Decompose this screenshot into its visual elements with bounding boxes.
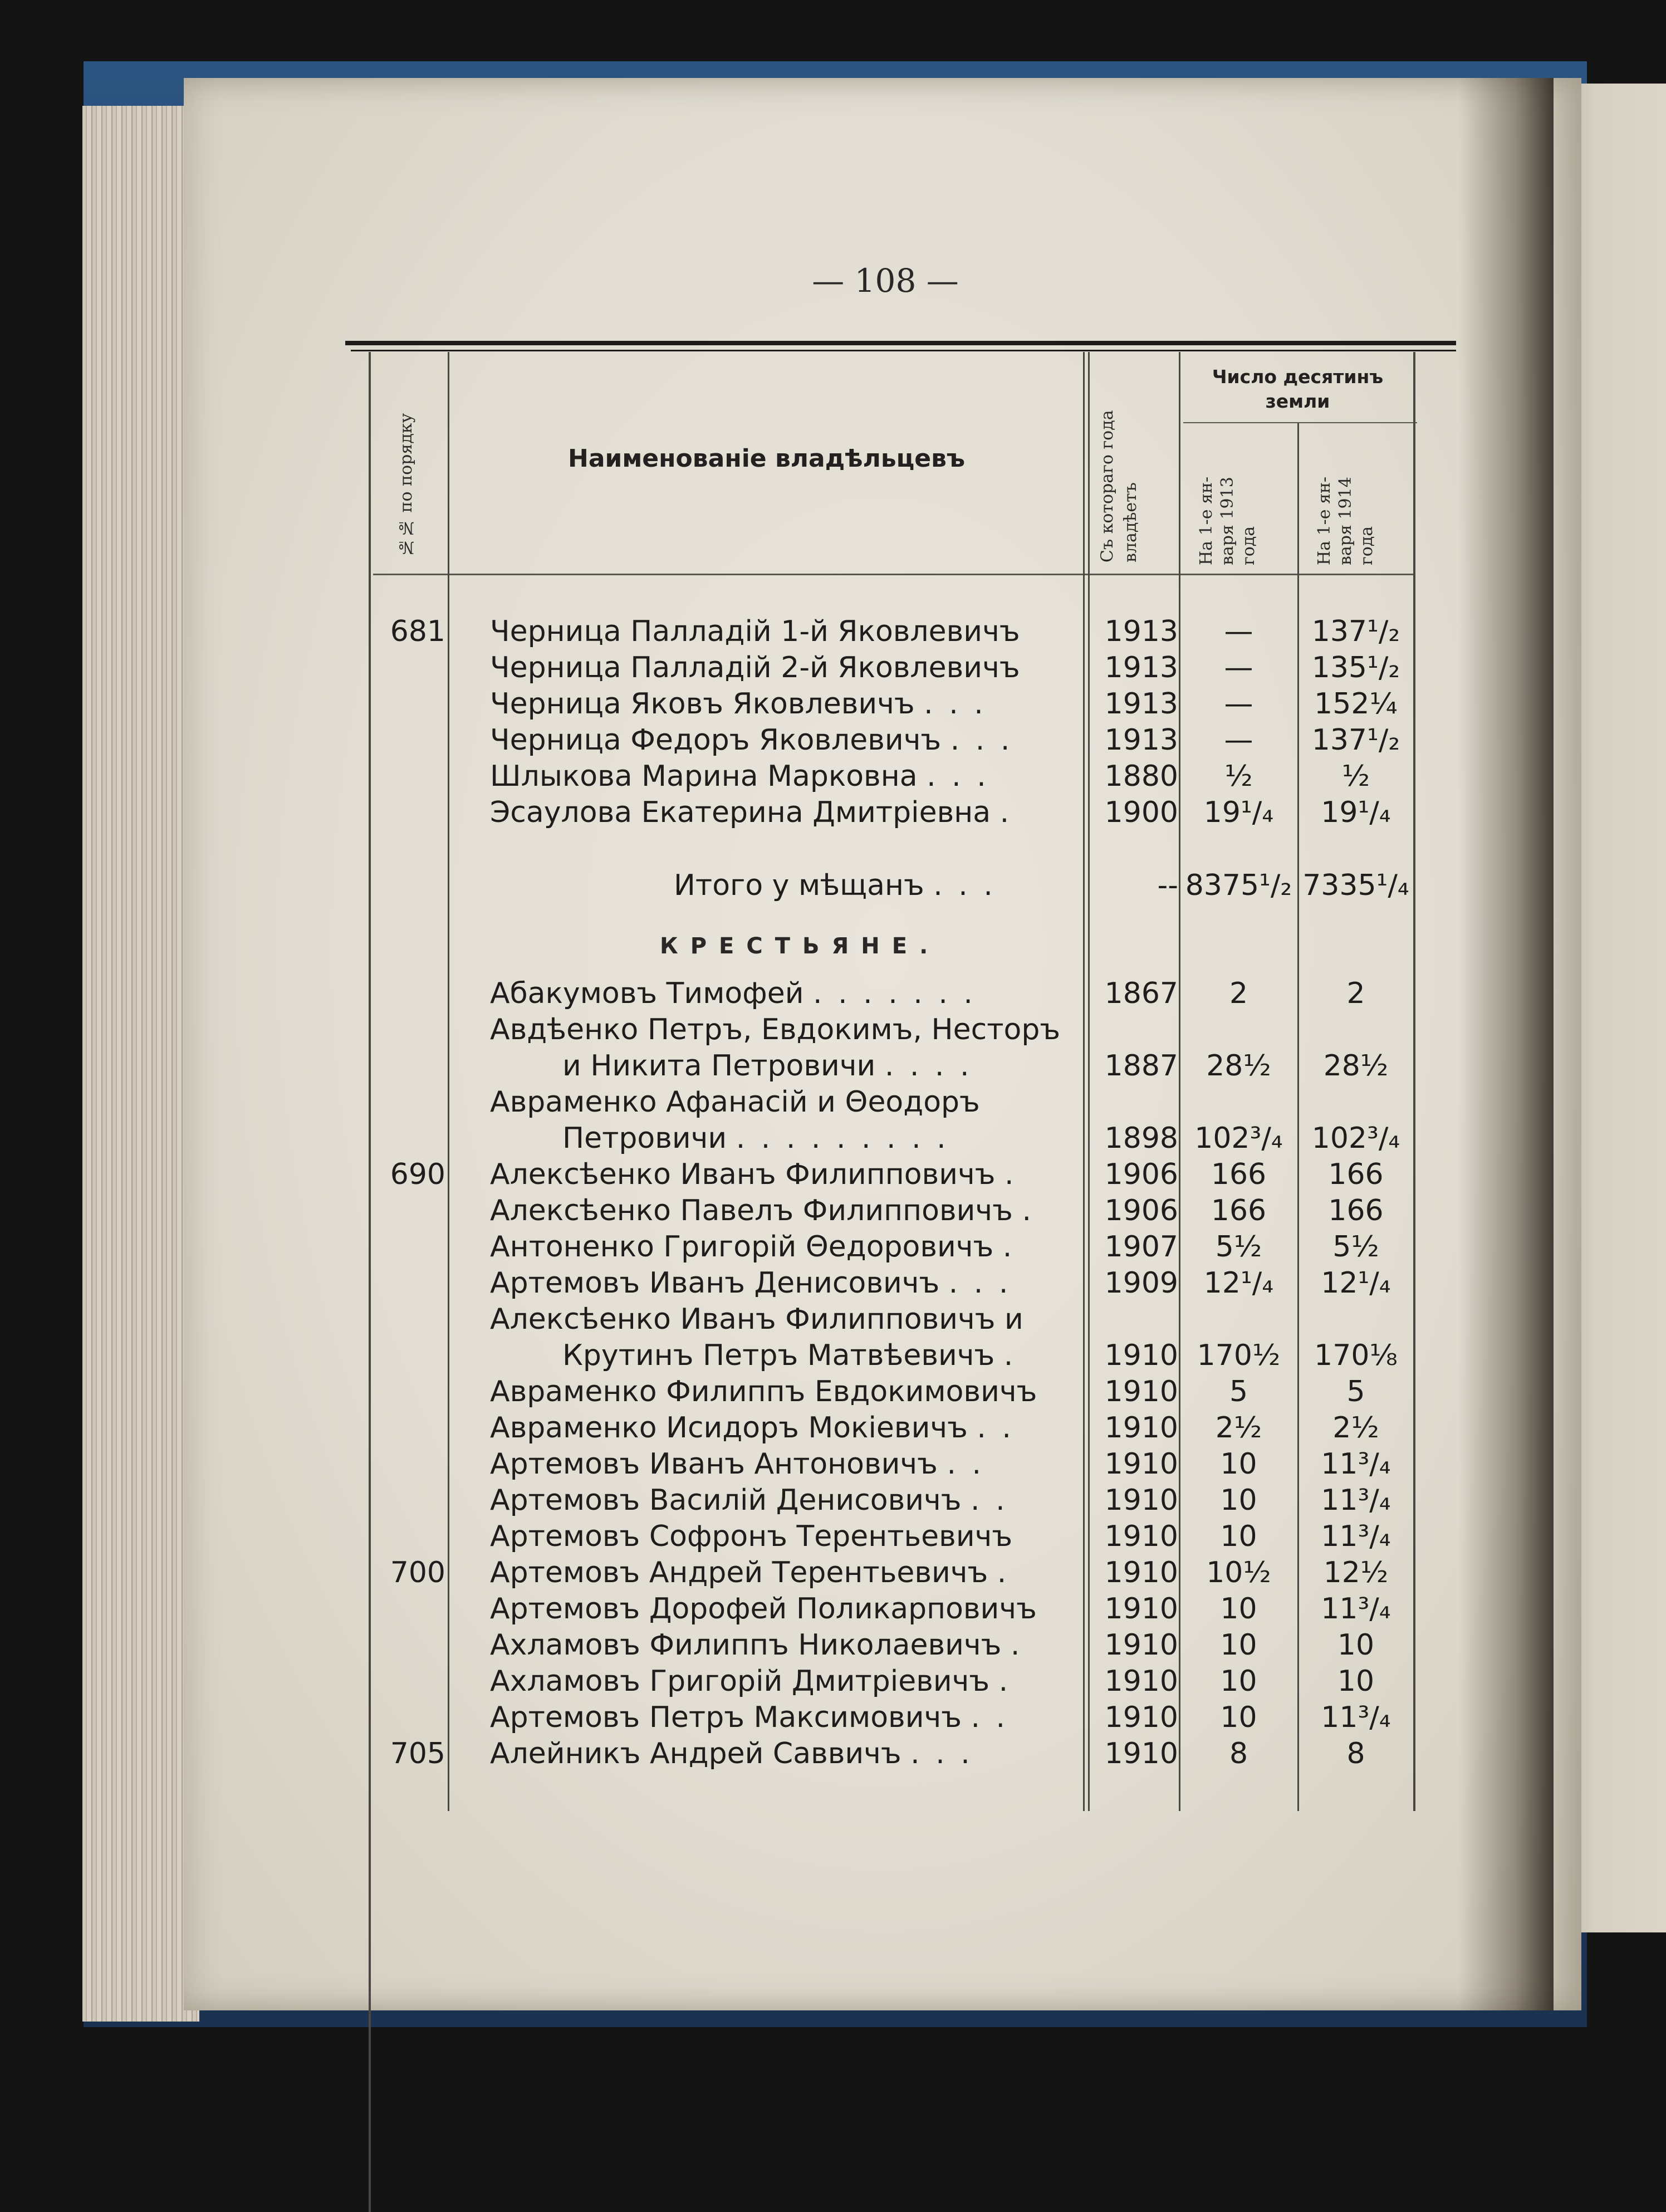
table-row xyxy=(0,758,1666,794)
since-year: 1913 xyxy=(1104,615,1178,648)
leader-dots: . xyxy=(1010,1628,1023,1662)
owner-name: Алейникъ Андрей Саввичъ xyxy=(490,1737,901,1770)
row-number: 700 xyxy=(390,1556,445,1589)
group-rule xyxy=(1183,422,1417,423)
acres-1914: 12½ xyxy=(1323,1556,1389,1589)
owner-name: Крутинъ Петръ Матвѣевичъ xyxy=(562,1339,995,1372)
since-year: 1906 xyxy=(1104,1158,1178,1191)
since-year: 1907 xyxy=(1104,1230,1178,1264)
acres-1913: 10 xyxy=(1220,1592,1257,1626)
table-row xyxy=(0,1374,1666,1410)
header-col-1913: На 1-е ян- варя 1913 года xyxy=(1197,476,1258,565)
acres-1913: 166 xyxy=(1211,1194,1267,1227)
acres-1914: 166 xyxy=(1328,1158,1384,1191)
row-name-cell xyxy=(490,795,1012,830)
since-year: 1880 xyxy=(1104,760,1178,793)
since-year: 1910 xyxy=(1104,1592,1178,1626)
owner-name: Черница Федоръ Яковлевичъ xyxy=(490,723,942,757)
owner-name: Алексѣенко Иванъ Филипповичъ и xyxy=(490,1303,1023,1336)
owner-name: Шлыкова Марина Марковна xyxy=(490,760,918,793)
acres-1913: — xyxy=(1224,687,1253,721)
owner-name: Абакумовъ Тимофей xyxy=(490,977,804,1010)
acres-1913: 10½ xyxy=(1206,1556,1271,1589)
owner-name: Артемовъ Дорофей Поликарповичъ xyxy=(490,1592,1037,1626)
row-name-cell xyxy=(490,686,987,722)
since-year: 1910 xyxy=(1104,1628,1178,1662)
row-name-cell xyxy=(490,1374,1037,1410)
table-row xyxy=(0,1229,1666,1265)
row-name-cell xyxy=(490,1265,1011,1301)
acres-1914: 135¹/₂ xyxy=(1311,651,1400,684)
acres-1914: 5½ xyxy=(1332,1230,1379,1264)
row-name-cell xyxy=(490,614,1020,649)
owner-name: Авраменко Филиппъ Евдокимовичъ xyxy=(490,1375,1037,1408)
since-year: 1906 xyxy=(1104,1194,1178,1227)
header-rule xyxy=(373,574,1415,575)
since-year: 1898 xyxy=(1104,1122,1178,1155)
table-row xyxy=(0,1446,1666,1482)
acres-1914: 137¹/₂ xyxy=(1311,615,1400,648)
owner-name: и Никита Петровичи xyxy=(562,1049,876,1083)
table-row xyxy=(0,1482,1666,1518)
acres-1914: 152¼ xyxy=(1314,687,1398,721)
owner-name: Артемовъ Петръ Максимовичъ xyxy=(490,1701,962,1734)
leader-dots: . . . xyxy=(910,1737,973,1770)
leader-dots: . xyxy=(998,1665,1012,1698)
header-col-since: Съ котораго года владѣетъ xyxy=(1097,410,1140,562)
table-row xyxy=(0,1663,1666,1699)
owner-name: Алексѣенко Павелъ Филипповичъ xyxy=(490,1194,1013,1227)
acres-1914: 11³/₄ xyxy=(1321,1447,1391,1481)
row-name-cell xyxy=(562,1048,973,1084)
row-name-cell xyxy=(490,1555,1010,1591)
row-name-cell xyxy=(490,1736,973,1771)
acres-1914: 170⅛ xyxy=(1314,1339,1398,1372)
row-number: 705 xyxy=(390,1737,445,1770)
leader-dots: . . . xyxy=(933,869,996,902)
since-year: 1909 xyxy=(1104,1266,1178,1300)
table-row xyxy=(0,1591,1666,1627)
since-year: 1913 xyxy=(1104,723,1178,757)
row-name-cell xyxy=(490,1519,1012,1554)
owner-name: Ахламовъ Филиппъ Николаевичъ xyxy=(490,1628,1002,1662)
owner-name: Авраменко Исидоръ Мокіевичъ xyxy=(490,1411,968,1445)
total-1913: 8375¹/₂ xyxy=(1185,869,1292,902)
acres-1913: 2 xyxy=(1229,977,1248,1010)
page-number: — 108 — xyxy=(812,262,959,300)
leader-dots: . . xyxy=(971,1701,1009,1734)
owner-name: Авдѣенко Петръ, Евдокимъ, Несторъ xyxy=(490,1013,1061,1046)
leader-dots: . xyxy=(1022,1194,1035,1227)
since-year: 1910 xyxy=(1104,1556,1178,1589)
acres-1913: 10 xyxy=(1220,1701,1257,1734)
table-row xyxy=(0,1157,1666,1192)
row-name-cell xyxy=(490,976,976,1011)
row-name-cell xyxy=(490,1193,1035,1229)
table-row xyxy=(0,1410,1666,1446)
owner-name: Петровичи xyxy=(562,1122,727,1155)
acres-1914: 137¹/₂ xyxy=(1311,723,1400,757)
since-year: 1910 xyxy=(1104,1520,1178,1553)
acres-1913: 5½ xyxy=(1215,1230,1262,1264)
header-col-index: №№ по порядку xyxy=(396,413,416,557)
owner-name: Ахламовъ Григорій Дмитріевичъ xyxy=(490,1665,990,1698)
leader-dots: . . . . . . . . . xyxy=(736,1122,949,1155)
owner-name: Антоненко Григорій Θедоровичъ xyxy=(490,1230,994,1264)
top-rule-thin xyxy=(351,350,1456,351)
row-name-cell xyxy=(490,1084,980,1120)
leader-dots: . . . xyxy=(927,760,989,793)
table-row xyxy=(0,1012,1666,1048)
total-1914: 7335¹/₄ xyxy=(1302,869,1409,902)
since-year: 1910 xyxy=(1104,1447,1178,1481)
acres-1913: 10 xyxy=(1220,1665,1257,1698)
acres-1914: 11³/₄ xyxy=(1321,1592,1391,1626)
leader-dots: . . . . xyxy=(884,1049,973,1083)
acres-1914: 28½ xyxy=(1323,1049,1389,1083)
row-number: 681 xyxy=(390,615,445,648)
owner-name: Артемовъ Софронъ Терентьевичъ xyxy=(490,1520,1013,1553)
row-name-cell xyxy=(490,722,1013,758)
acres-1914: 8 xyxy=(1346,1737,1365,1770)
since-year: 1910 xyxy=(1104,1737,1178,1770)
row-name-cell xyxy=(562,1120,949,1156)
acres-1914: 5 xyxy=(1346,1375,1365,1408)
acres-1913: 10 xyxy=(1220,1520,1257,1553)
acres-1913: — xyxy=(1224,651,1253,684)
top-rule-thick xyxy=(345,341,1456,345)
since-year: 1913 xyxy=(1104,687,1178,721)
table-row xyxy=(0,1555,1666,1591)
acres-1913: 10 xyxy=(1220,1447,1257,1481)
acres-1914: 10 xyxy=(1337,1665,1375,1698)
owner-name: Артемовъ Василій Денисовичъ xyxy=(490,1484,962,1517)
row-name-cell xyxy=(562,1338,1016,1373)
acres-1914: 166 xyxy=(1328,1194,1384,1227)
leader-dots: . . xyxy=(971,1484,1008,1517)
acres-1913: 10 xyxy=(1220,1628,1257,1662)
since-year: 1910 xyxy=(1104,1411,1178,1445)
since-year: 1910 xyxy=(1104,1484,1178,1517)
acres-1914: 11³/₄ xyxy=(1321,1484,1391,1517)
total-row xyxy=(0,868,1666,903)
since-year: 1910 xyxy=(1104,1701,1178,1734)
row-name-cell xyxy=(490,1591,1037,1627)
acres-1913: ½ xyxy=(1224,760,1253,793)
acres-1914: 102³/₄ xyxy=(1311,1122,1400,1155)
row-name-cell xyxy=(490,1229,1015,1265)
section-title: КРЕСТЬЯНЕ. xyxy=(660,933,940,959)
acres-1913: 10 xyxy=(1220,1484,1257,1517)
row-name-cell xyxy=(490,758,989,794)
acres-1914: 11³/₄ xyxy=(1321,1701,1391,1734)
leader-dots: . . xyxy=(977,1411,1015,1445)
owner-name: Артемовъ Иванъ Денисовичъ xyxy=(490,1266,940,1300)
acres-1914: ½ xyxy=(1341,760,1370,793)
table-row xyxy=(0,1519,1666,1554)
acres-1913: 102³/₄ xyxy=(1194,1122,1283,1155)
table-row xyxy=(0,1338,1666,1373)
since-year: 1900 xyxy=(1104,796,1178,829)
acres-1914: 2½ xyxy=(1332,1411,1379,1445)
acres-1913: — xyxy=(1224,723,1253,757)
row-name-cell xyxy=(490,1700,1008,1735)
row-name-cell xyxy=(490,1482,1008,1518)
table-row xyxy=(0,976,1666,1011)
table-row xyxy=(0,650,1666,686)
table-row xyxy=(0,1627,1666,1663)
since-year: 1910 xyxy=(1104,1339,1178,1372)
leader-dots: . . . xyxy=(924,687,987,721)
total-year: -- xyxy=(1157,869,1178,902)
leader-dots: . . xyxy=(947,1447,985,1481)
since-year: 1910 xyxy=(1104,1375,1178,1408)
total-label: Итого у мѣщанъ xyxy=(674,869,924,902)
leader-dots: . xyxy=(997,1556,1010,1589)
leader-dots: . . . . . . . xyxy=(813,977,976,1010)
owner-name: Черница Палладій 2-й Яковлевичъ xyxy=(490,651,1020,684)
table-row xyxy=(0,1265,1666,1301)
leader-dots: . xyxy=(999,796,1013,829)
header-col-name: Наименованіе владѣльцевъ xyxy=(568,444,966,473)
acres-1913: 8 xyxy=(1229,1737,1248,1770)
header-group: Число десятинъ земли xyxy=(1212,366,1384,412)
header-col-1914: На 1-е ян- варя 1914 года xyxy=(1315,476,1376,565)
table-row xyxy=(0,1736,1666,1771)
acres-1914: 12¹/₄ xyxy=(1321,1266,1391,1300)
since-year: 1867 xyxy=(1104,977,1178,1010)
leader-dots: . xyxy=(1003,1339,1017,1372)
table-row xyxy=(0,1301,1666,1337)
acres-1913: 19¹/₄ xyxy=(1203,796,1274,829)
acres-1913: 170½ xyxy=(1197,1339,1281,1372)
acres-1914: 19¹/₄ xyxy=(1321,796,1391,829)
row-number: 690 xyxy=(390,1158,445,1191)
table-row xyxy=(0,1120,1666,1156)
row-name-cell xyxy=(490,1012,1060,1048)
leader-dots: . . . xyxy=(950,723,1013,757)
row-name-cell xyxy=(490,1301,1023,1337)
row-name-cell xyxy=(490,1446,984,1482)
row-name-cell xyxy=(490,1627,1023,1663)
row-name-cell xyxy=(490,1410,1015,1446)
owner-name: Эсаулова Екатерина Дмитріевна xyxy=(490,796,991,829)
acres-1913: 12¹/₄ xyxy=(1203,1266,1274,1300)
table-row xyxy=(0,1193,1666,1229)
acres-1914: 2 xyxy=(1346,977,1365,1010)
leader-dots: . xyxy=(1002,1230,1016,1264)
row-name-cell xyxy=(490,650,1020,686)
table-row xyxy=(0,1084,1666,1120)
owner-name: Артемовъ Андрей Терентьевичъ xyxy=(490,1556,988,1589)
acres-1914: 11³/₄ xyxy=(1321,1520,1391,1553)
row-name-cell xyxy=(490,1663,1011,1699)
leader-dots: . . . xyxy=(948,1266,1012,1300)
since-year: 1887 xyxy=(1104,1049,1178,1083)
acres-1914: 10 xyxy=(1337,1628,1375,1662)
owner-name: Артемовъ Иванъ Антоновичъ xyxy=(490,1447,938,1481)
acres-1913: 166 xyxy=(1211,1158,1267,1191)
table-row xyxy=(0,795,1666,830)
since-year: 1910 xyxy=(1104,1665,1178,1698)
table-row xyxy=(0,1700,1666,1735)
owner-name: Черница Палладій 1-й Яковлевичъ xyxy=(490,615,1020,648)
owner-name: Авраменко Афанасій и Θеодоръ xyxy=(490,1085,980,1119)
acres-1913: — xyxy=(1224,615,1253,648)
table-row xyxy=(0,614,1666,649)
acres-1913: 5 xyxy=(1229,1375,1248,1408)
owner-name: Алексѣенко Иванъ Филипповичъ xyxy=(490,1158,996,1191)
acres-1913: 2½ xyxy=(1215,1411,1262,1445)
table-row xyxy=(0,686,1666,722)
owner-name: Черница Яковъ Яковлевичъ xyxy=(490,687,915,721)
row-name-cell xyxy=(490,1157,1017,1192)
since-year: 1913 xyxy=(1104,651,1178,684)
leader-dots: . xyxy=(1004,1158,1017,1191)
total-label-cell xyxy=(674,868,996,903)
acres-1913: 28½ xyxy=(1206,1049,1271,1083)
table-row xyxy=(0,1048,1666,1084)
table-row xyxy=(0,722,1666,758)
